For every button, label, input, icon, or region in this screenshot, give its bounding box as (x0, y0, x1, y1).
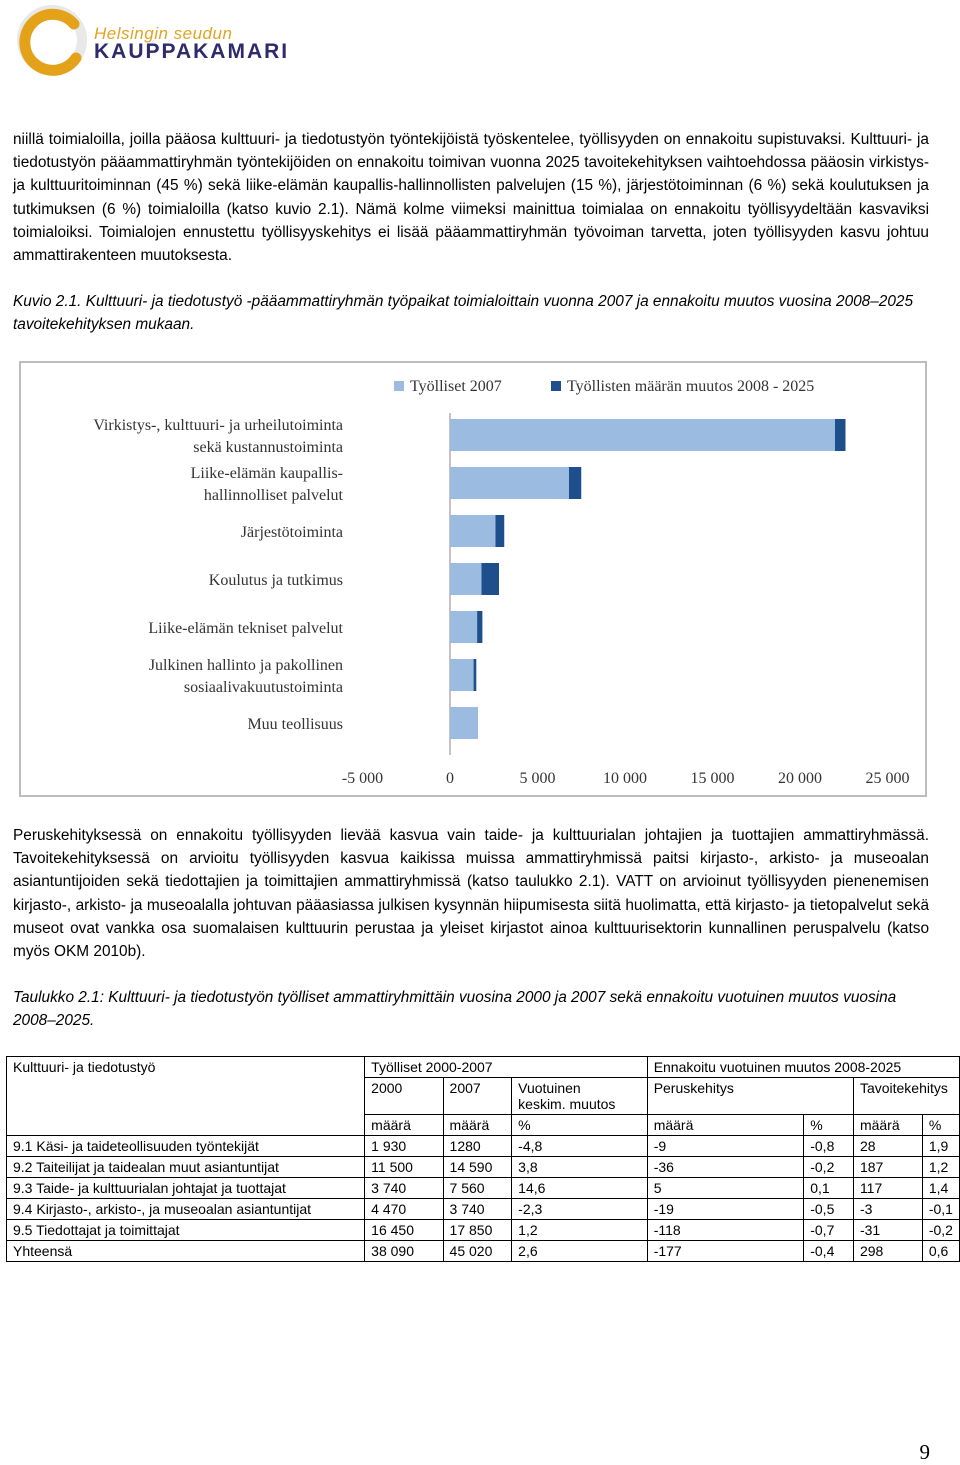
table-header-row-1 (7, 1057, 960, 1078)
x-tick-label: 5 000 (519, 770, 556, 787)
header-base-scenario: Peruskehitys (647, 1078, 853, 1115)
header-target-scenario: Tavoitekehitys (853, 1078, 959, 1115)
logo-line2: KAUPPAKAMARI (94, 40, 290, 63)
figure-caption: Kuvio 2.1. Kulttuuri- ja tiedotustyö -pääammattiryhmän työpaikat toimialoittain vuonna 2007 ja ennakoitu muutos vuosina 2008–2025 tavoitekehityksen mukaan. (13, 293, 914, 334)
page-number: 9 (919, 1440, 930, 1464)
logo-line1: Helsingin seudun (94, 24, 233, 43)
bar-employed-2007 (450, 467, 569, 499)
bar-change-2008-2025 (482, 563, 500, 595)
unit-cell: % (804, 1115, 854, 1136)
category-label: sosiaalivakuutustoiminta (183, 679, 343, 696)
employment-table (6, 1056, 960, 1262)
unit-cell: % (922, 1115, 959, 1136)
category-label: sekä kustannustoiminta (193, 439, 343, 456)
legend-swatch (551, 381, 561, 391)
bar-change-2008-2025 (835, 419, 846, 451)
bar-chart (19, 361, 927, 797)
category-label: Järjestötoiminta (240, 524, 343, 541)
bar-employed-2007 (450, 563, 482, 595)
category-label: Liike-elämän kaupallis- (190, 465, 343, 482)
chart-canvas (21, 363, 925, 795)
x-tick-label: 10 000 (603, 770, 647, 787)
unit-cell: määrä (443, 1115, 512, 1136)
table-row-total: Yhteensä 38 090 45 020 2,6 -177 -0,4 298 0,6 (7, 1241, 960, 1262)
category-label: Liike-elämän tekniset palvelut (148, 620, 343, 637)
bar-employed-2007 (450, 515, 496, 547)
x-tick-label: 25 000 (865, 770, 910, 787)
category-label: Julkinen hallinto ja pakollinen (148, 657, 343, 674)
table-header-row-3 (7, 1115, 960, 1136)
unit-cell: määrä (647, 1115, 804, 1136)
unit-cell: määrä (365, 1115, 443, 1136)
paragraph-development: Peruskehityksessä on ennakoitu työllisyyden lievää kasvua vain taide- ja kulttuurialan johtajien ja tuottajien ammattiryhmässä. Tavoitekehityksessä on arvioitu työllisyyden kasvua kaikissa muissa ammattiryhmissä paitsi kirjasto-, arkisto- ja museoalan asiantuntijoiden sekä tiedottajien ja toimittajien ammattiryhmissä (katso taulukko 2.1). VATT on arvioinut työllisyyden pienenemisen kirjasto-, arkisto- ja museoalalla johtuvan pääasiassa julkisen kysynnän hiipumisesta siitä huolimatta, että kirjasto- ja tietopalvelut sekä museot ovat vankka osa suomalaisen kulttuurin perustaa ja yleiset kirjastot ainoa kulttuurisektorin kunnallinen peruspalvelu (katso myös OKM 2010b). (13, 827, 929, 961)
x-tick-label: 0 (446, 770, 454, 787)
bar-change-2008-2025 (477, 611, 482, 643)
x-tick-label: 20 000 (778, 770, 822, 787)
legend-swatch (394, 381, 404, 391)
x-tick-label: -5 000 (341, 770, 384, 787)
table-row: 9.3 Taide- ja kulttuurialan johtajat ja tuottajat 3 740 7 560 14,6 5 0,1 117 1,4 (7, 1178, 960, 1199)
table-row: 9.1 Käsi- ja taideteollisuuden työntekijät 1 930 1280 -4,8 -9 -0,8 28 1,9 (7, 1136, 960, 1157)
category-label: Muu teollisuus (247, 716, 343, 733)
bar-change-2008-2025 (496, 515, 505, 547)
bar-employed-2007 (450, 659, 476, 691)
header-employed: Työlliset 2000-2007 (365, 1057, 648, 1078)
bar-employed-2007 (450, 611, 477, 643)
category-label: Koulutus ja tutkimus (208, 572, 343, 589)
unit-cell: % (512, 1115, 648, 1136)
legend-label: Työlliset 2007 (410, 378, 502, 395)
bar-change-2008-2025 (474, 659, 477, 691)
paragraph-intro: niillä toimialoilla, joilla pääosa kulttuuri- ja tiedotustyön työntekijöistä työskentelee, työllisyyden on ennakoitu supistuvaksi. Kulttuuri- ja tiedotustyön pääammattiryhmän työntekijöiden on ennakoitu toimivan vuonna 2025 tavoitekehityksen vaihtoehdossa pääosin virkistys- ja kulttuuritoiminnan (45 %) sekä liike-elämän kaupallis-hallinnollisten palvelujen (15 %), järjestötoiminnan (6 %) sekä koulutuksen ja tutkimuksen (6 %) toimialoilla (katso kuvio 2.1). Nämä kolme viimeksi mainittua toimialaa on ennakoitu työllisyydeltään kasvaviksi toimialoiksi. Toimialojen ennustettu työllisyyskehitys ei lisää pääammattiryhmän työvoiman tarvetta, joten työllisyyden kasvu johtuu ammattirakenteen muutoksesta. (13, 131, 929, 265)
bar-employed-2007 (450, 707, 478, 739)
table-header-row-2 (7, 1078, 960, 1115)
logo-emblem-icon (14, 2, 94, 82)
header-forecast: Ennakoitu vuotuinen muutos 2008-2025 (647, 1057, 959, 1078)
legend-label: Työllisten määrän muutos 2008 - 2025 (567, 378, 815, 395)
header-2000: 2000 (365, 1078, 443, 1115)
x-tick-label: 15 000 (690, 770, 735, 787)
bar-change-2008-2025 (569, 467, 581, 499)
header-occupation: Kulttuuri- ja tiedotustyö (7, 1057, 365, 1078)
header-2007: 2007 (443, 1078, 512, 1115)
table-caption: Taulukko 2.1: Kulttuuri- ja tiedotustyön työlliset ammattiryhmittäin vuosina 2000 ja 2007 sekä ennakoitu vuotuinen muutos vuosina 2008–2025. (13, 989, 897, 1030)
table-row: 9.2 Taiteilijat ja taidealan muut asiantuntijat 11 500 14 590 3,8 -36 -0,2 187 1,2 (7, 1157, 960, 1178)
table-row: 9.5 Tiedottajat ja toimittajat 16 450 17 850 1,2 -118 -0,7 -31 -0,2 (7, 1220, 960, 1241)
header-annual-change: Vuotuinen keskim. muutos (512, 1078, 648, 1115)
category-label: hallinnolliset palvelut (203, 487, 343, 504)
category-label: Virkistys-, kulttuuri- ja urheilutoiminta (93, 417, 343, 434)
table-row: 9.4 Kirjasto-, arkisto-, ja museoalan asiantuntijat 4 470 3 740 -2,3 -19 -0,5 -3 -0,1 (7, 1199, 960, 1220)
bar-employed-2007 (450, 419, 835, 451)
unit-cell: määrä (853, 1115, 922, 1136)
chamber-logo (14, 2, 290, 82)
